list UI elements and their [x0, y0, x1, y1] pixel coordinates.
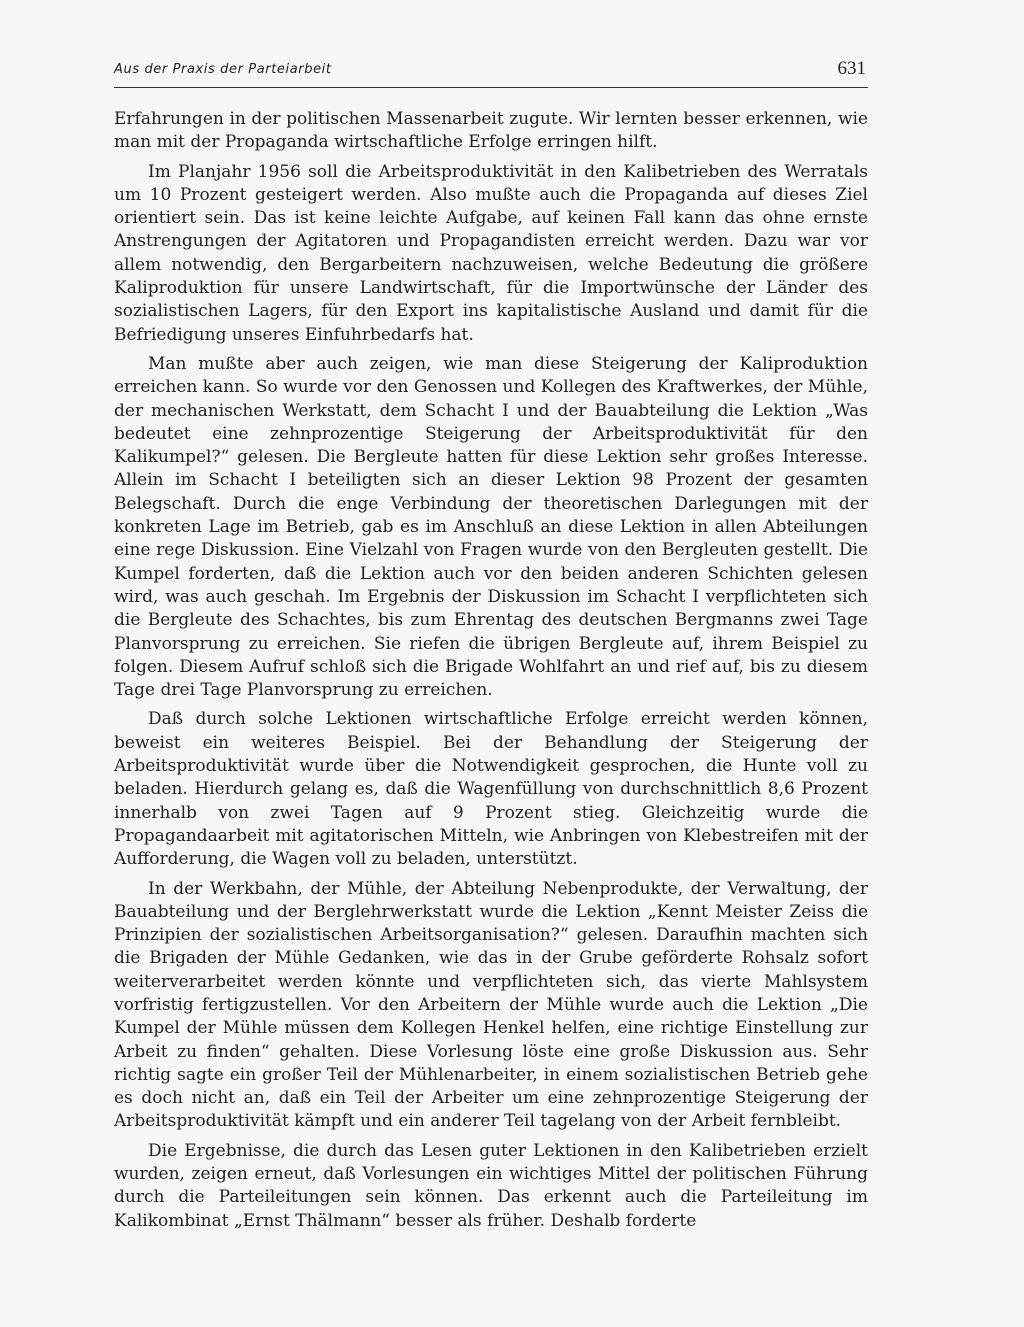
paragraph: Daß durch solche Lektionen wirtschaftliche Erfolge erreicht werden können, beweist ein weiteres Beispiel. Bei der Behandlung der Steigerung der Arbeitsproduktivität wurde über die Notwendigkeit gesprochen, die Hunte voll zu beladen. Hierdurch gelang es, daß die Wagenfüllung von durchschnittlich 8,6 Prozent innerhalb von zwei Tagen auf 9 Prozent stieg. Gleichzeitig wurde die Propagandaarbeit mit agitatorischen Mitteln, wie Anbringen von Klebestreifen mit der Aufforderung, die Wagen voll zu beladen, unterstützt.: [114, 709, 868, 870]
running-head: Aus der Praxis der Parteiarbeit: [114, 62, 332, 77]
page-number: 631: [837, 58, 866, 79]
paragraph: Im Planjahr 1956 soll die Arbeitsproduktivität in den Kalibetrieben des Werratals um 10 Prozent gesteigert werden. Also mußte auch die Propaganda auf dieses Ziel orientiert sein. Das ist keine leichte Aufgabe, auf keinen Fall kann das ohne ernste Anstrengungen der Agitatoren und Propagandisten erreicht werden. Dazu war vor allem notwendig, den Bergarbeitern nachzuweisen, welche Bedeutung die größere Kaliproduktion für unsere Landwirtschaft, für die Importwünsche der Länder des sozialistischen Lagers, für den Export ins kapitalistische Ausland und damit für die Befriedigung unseres Einfuhrbedarfs hat.: [114, 161, 868, 345]
paragraph-continuation: Erfahrungen in der politischen Massenarbeit zugute. Wir lernten besser erkennen, wie man mit der Propaganda wirtschaftliche Erfolge erringen hilft.: [114, 109, 868, 153]
paragraph: Die Ergebnisse, die durch das Lesen guter Lektionen in den Kalibetrieben erzielt wurden, zeigen erneut, daß Vorlesungen ein wichtiges Mittel der politischen Führung durch die Parteileitungen sein können. Das erkennt auch die Parteileitung im Kalikombinat „Ernst Thälmann“ besser als früher. Deshalb forderte: [114, 1140, 868, 1231]
page-header: [114, 58, 868, 88]
body-text: [114, 108, 868, 1239]
paragraph: In der Werkbahn, der Mühle, der Abteilung Nebenprodukte, der Verwaltung, der Bauabteilung und der Berglehrwerkstatt wurde die Lektion „Kennt Meister Zeiss die Prinzipien der sozialistischen Arbeitsorganisation?“ gelesen. Daraufhin machten sich die Brigaden der Mühle Gedanken, wie das in der Grube geförderte Rohsalz sofort weiterverarbeitet werden könnte und verpflichteten sich, das vierte Mahlsystem vorfristig fertigzustellen. Vor den Arbeitern der Mühle wurde auch die Lektion „Die Kumpel der Mühle müssen dem Kollegen Henkel helfen, eine richtige Einstellung zur Arbeit zu finden“ gehalten. Diese Vorlesung löste eine große Diskussion aus. Sehr richtig sagte ein großer Teil der Mühlenarbeiter, in einem sozialistischen Betrieb gehe es doch nicht an, daß ein Teil der Arbeiter um eine zehnprozentige Steigerung der Arbeitsproduktivität kämpft und ein anderer Teil tagelang von der Arbeit fernbleibt.: [114, 878, 868, 1132]
header-rule: [114, 87, 868, 88]
paragraph: Man mußte aber auch zeigen, wie man diese Steigerung der Kaliproduktion erreichen kann. So wurde vor den Genossen und Kollegen des Kraftwerkes, der Mühle, der mechanischen Werkstatt, dem Schacht I und der Bauabteilung die Lektion „Was bedeutet eine zehnprozentige Steigerung der Arbeitsproduktivität für den Kalikumpel?“ gelesen. Die Bergleute hatten für diese Lektion sehr großes Interesse. Allein im Schacht I beteiligten sich an dieser Lektion 98 Prozent der gesamten Belegschaft. Durch die enge Verbindung der theoretischen Darlegungen mit der konkreten Lage im Betrieb, gab es im Anschluß an diese Lektion in allen Abteilungen eine rege Diskussion. Eine Vielzahl von Fragen wurde von den Bergleuten gestellt. Die Kumpel forderten, daß die Lektion auch vor den beiden anderen Schichten gelesen wird, was auch geschah. Im Ergebnis der Diskussion im Schacht I verpflichteten sich die Bergleute des Schachtes, bis zum Ehrentag des deutschen Bergmanns zwei Tage Planvorsprung zu erreichen. Sie riefen die übrigen Bergleute auf, ihrem Beispiel zu folgen. Diesem Aufruf schloß sich die Brigade Wohlfahrt an und rief auf, bis zu diesem Tage drei Tage Planvorsprung zu erreichen.: [114, 353, 868, 701]
